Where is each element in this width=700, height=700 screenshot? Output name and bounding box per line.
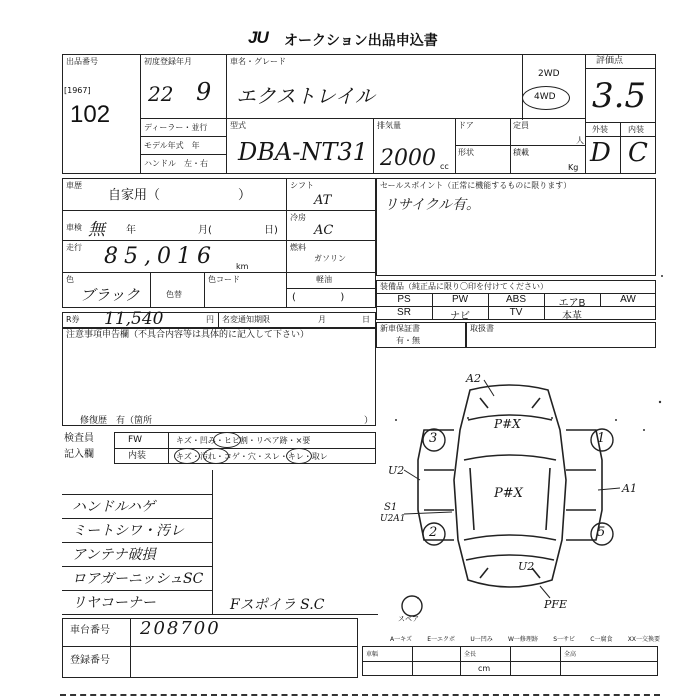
mark-pux-mid: P#X (494, 486, 523, 501)
usage-value: 自家用（ ） (108, 188, 252, 203)
recycle-value: 11,540 (104, 309, 164, 329)
fuel-paren: ( ) (292, 292, 345, 303)
warranty-value: 有・無 (396, 336, 420, 345)
mileage-unit: km (236, 262, 249, 271)
first-reg-month: 9 (196, 78, 212, 106)
bottom-note: Fスポイラ S.C (230, 597, 325, 613)
int-value: C (628, 138, 648, 168)
mark-a1: A1 (622, 482, 637, 495)
inspection-value: 無 (88, 220, 105, 240)
first-reg-label: 初度登録年月 (144, 57, 192, 66)
mark-u2a1: U2A1 (380, 514, 406, 524)
displacement-unit: cc (440, 162, 449, 171)
load-unit: Kg (568, 163, 579, 172)
cooling-value: AC (314, 223, 334, 238)
dealer-option: ディーラー・並行 (144, 123, 208, 132)
recycle-unit: 円 (206, 315, 214, 324)
inspection-label: 車検 (66, 223, 82, 232)
color-value: ブラック (80, 286, 140, 304)
logo: JU (248, 28, 268, 47)
lot-number: 102 (70, 101, 111, 128)
manual-label: 取扱書 (470, 324, 494, 333)
name-change-label: 名変通知期限 (222, 315, 270, 324)
capacity-unit: 人 (576, 136, 584, 145)
mark-u2-left: U2 (388, 464, 405, 477)
registration-label: 登録番号 (70, 655, 110, 666)
legend-e: E一エクボ (427, 636, 456, 643)
mark-pux-top: P#X (494, 417, 521, 431)
equip-tv: TV (509, 307, 523, 318)
drive-4wd: 4WD (534, 92, 556, 102)
usage-label: 車歴 (66, 181, 82, 190)
name-change-month: 月 (318, 315, 326, 324)
fuel-diesel: 軽油 (316, 275, 332, 284)
lot-sub: [1967] (64, 86, 91, 95)
notes-label: 注意事項申告欄（不具合内容等は具体的に記入して下さい） (66, 330, 310, 340)
shift-label: シフト (290, 181, 314, 190)
displacement-label: 排気量 (377, 121, 401, 130)
note-3: アンテナ破損 (72, 547, 156, 563)
dim-height: 全高 (564, 651, 577, 658)
legend-s: S一サビ (553, 636, 576, 643)
displacement-value: 2000 (380, 146, 436, 171)
tire-lr: 2 (429, 525, 438, 540)
int-label: 内装 (628, 125, 644, 134)
equip-pw: PW (451, 294, 469, 305)
ext-label: 外装 (592, 125, 608, 134)
inspector-label-2: 記入欄 (64, 449, 94, 460)
tire-rr: 5 (597, 525, 606, 540)
mileage-value: 85,016 (104, 244, 217, 269)
shift-value: AT (314, 193, 332, 208)
chassis-label: 車台番号 (70, 625, 110, 636)
chassis-value: 208700 (140, 618, 221, 639)
model-value: DBA-NT31 (238, 138, 368, 166)
color-label: 色 (66, 275, 74, 284)
recycle-label: R券 (66, 315, 80, 324)
color-repaint: 色替 (166, 290, 182, 299)
legend-w: W一修理跡 (508, 636, 538, 643)
tire-lf: 3 (429, 431, 438, 446)
name-change-day: 日 (362, 315, 370, 324)
tire-rf: 1 (597, 431, 606, 446)
vehicle-name: エクストレイル (236, 84, 375, 108)
doors-label: ドア (458, 121, 474, 130)
inspector-label: 検査員 (64, 433, 94, 444)
equip-navi: ナビ (450, 311, 470, 322)
mark-a2: A2 (466, 372, 481, 385)
mark-u2-bottom: U2 (518, 560, 535, 573)
equipment-label: 装備品（純正品に限り〇印を付けてください） (380, 282, 548, 291)
first-reg-year: 22 (148, 82, 174, 106)
legend-u: U一凹み (470, 636, 493, 643)
equip-leather: 本革 (562, 311, 582, 322)
inspector-interior: 内装 (128, 451, 147, 461)
fuel-gasoline: ガソリン (314, 254, 346, 263)
mark-spare: スペア (398, 615, 419, 623)
inspection-day: 日) (264, 225, 278, 236)
equip-sr: SR (397, 307, 411, 318)
sales-point-text: リサイクル有。 (384, 197, 481, 213)
dim-length: 全長 (464, 651, 477, 658)
score-label: 評価点 (596, 56, 624, 66)
dim-unit: cm (478, 664, 491, 673)
page-title: オークション出品申込書 (284, 33, 438, 49)
inspector-row2: キズ・汚れ・コゲ・穴・スレ・キレ・取レ (176, 452, 328, 461)
mark-s1: S1 (384, 502, 398, 513)
color-code-label: 色コード (208, 275, 240, 284)
repair-history-close: ） (364, 416, 374, 426)
note-2: ミートシワ・汚レ (72, 523, 184, 539)
equip-ps: PS (397, 294, 411, 305)
equip-abs: ABS (505, 294, 526, 305)
legend-xx: XX一交換要 (627, 636, 660, 643)
load-label: 積載 (513, 148, 529, 157)
equip-aw: AW (620, 294, 636, 305)
capacity-label: 定員 (513, 121, 529, 130)
model-year-option: モデル年式 年 (144, 141, 200, 150)
inspector-fw: FW (128, 435, 143, 445)
ext-value: D (590, 138, 611, 168)
note-1: ハンドルハゲ (72, 499, 156, 515)
shape-label: 形状 (458, 148, 474, 157)
note-4: ロアガーニッシュSC (72, 571, 204, 587)
mark-pfe: PFE (544, 598, 568, 611)
fuel-label: 燃料 (290, 243, 306, 252)
model-label: 型式 (230, 121, 246, 130)
vehicle-label: 車名・グレード (230, 57, 286, 66)
repair-history: 修復歴 有（箇所 (80, 416, 153, 426)
inspection-year: 年 (126, 225, 136, 236)
sales-point-label: セールスポイント（正常に機能するものに限ります） (380, 181, 572, 190)
inspector-row1: キズ・凹み・ヒビ割・リペア跡・×要 (176, 436, 311, 445)
legend-a: A一キズ (390, 636, 412, 643)
score-value: 3.5 (592, 76, 647, 116)
drive-2wd: 2WD (538, 69, 560, 79)
equip-airbag: エアB (558, 298, 586, 309)
legend-row (390, 634, 660, 644)
cut-line (60, 694, 660, 696)
cooling-label: 冷房 (290, 213, 306, 222)
mileage-label: 走行 (66, 243, 82, 252)
note-5: リヤコーナー (72, 595, 156, 611)
inspection-month: 月( (198, 225, 212, 236)
dim-width: 車幅 (366, 651, 379, 658)
legend-c: C一腐食 (590, 636, 613, 643)
warranty-label: 新車保証書 (380, 324, 420, 333)
lot-label: 出品番号 (66, 57, 98, 66)
handle-option: ハンドル 左・右 (144, 159, 208, 168)
